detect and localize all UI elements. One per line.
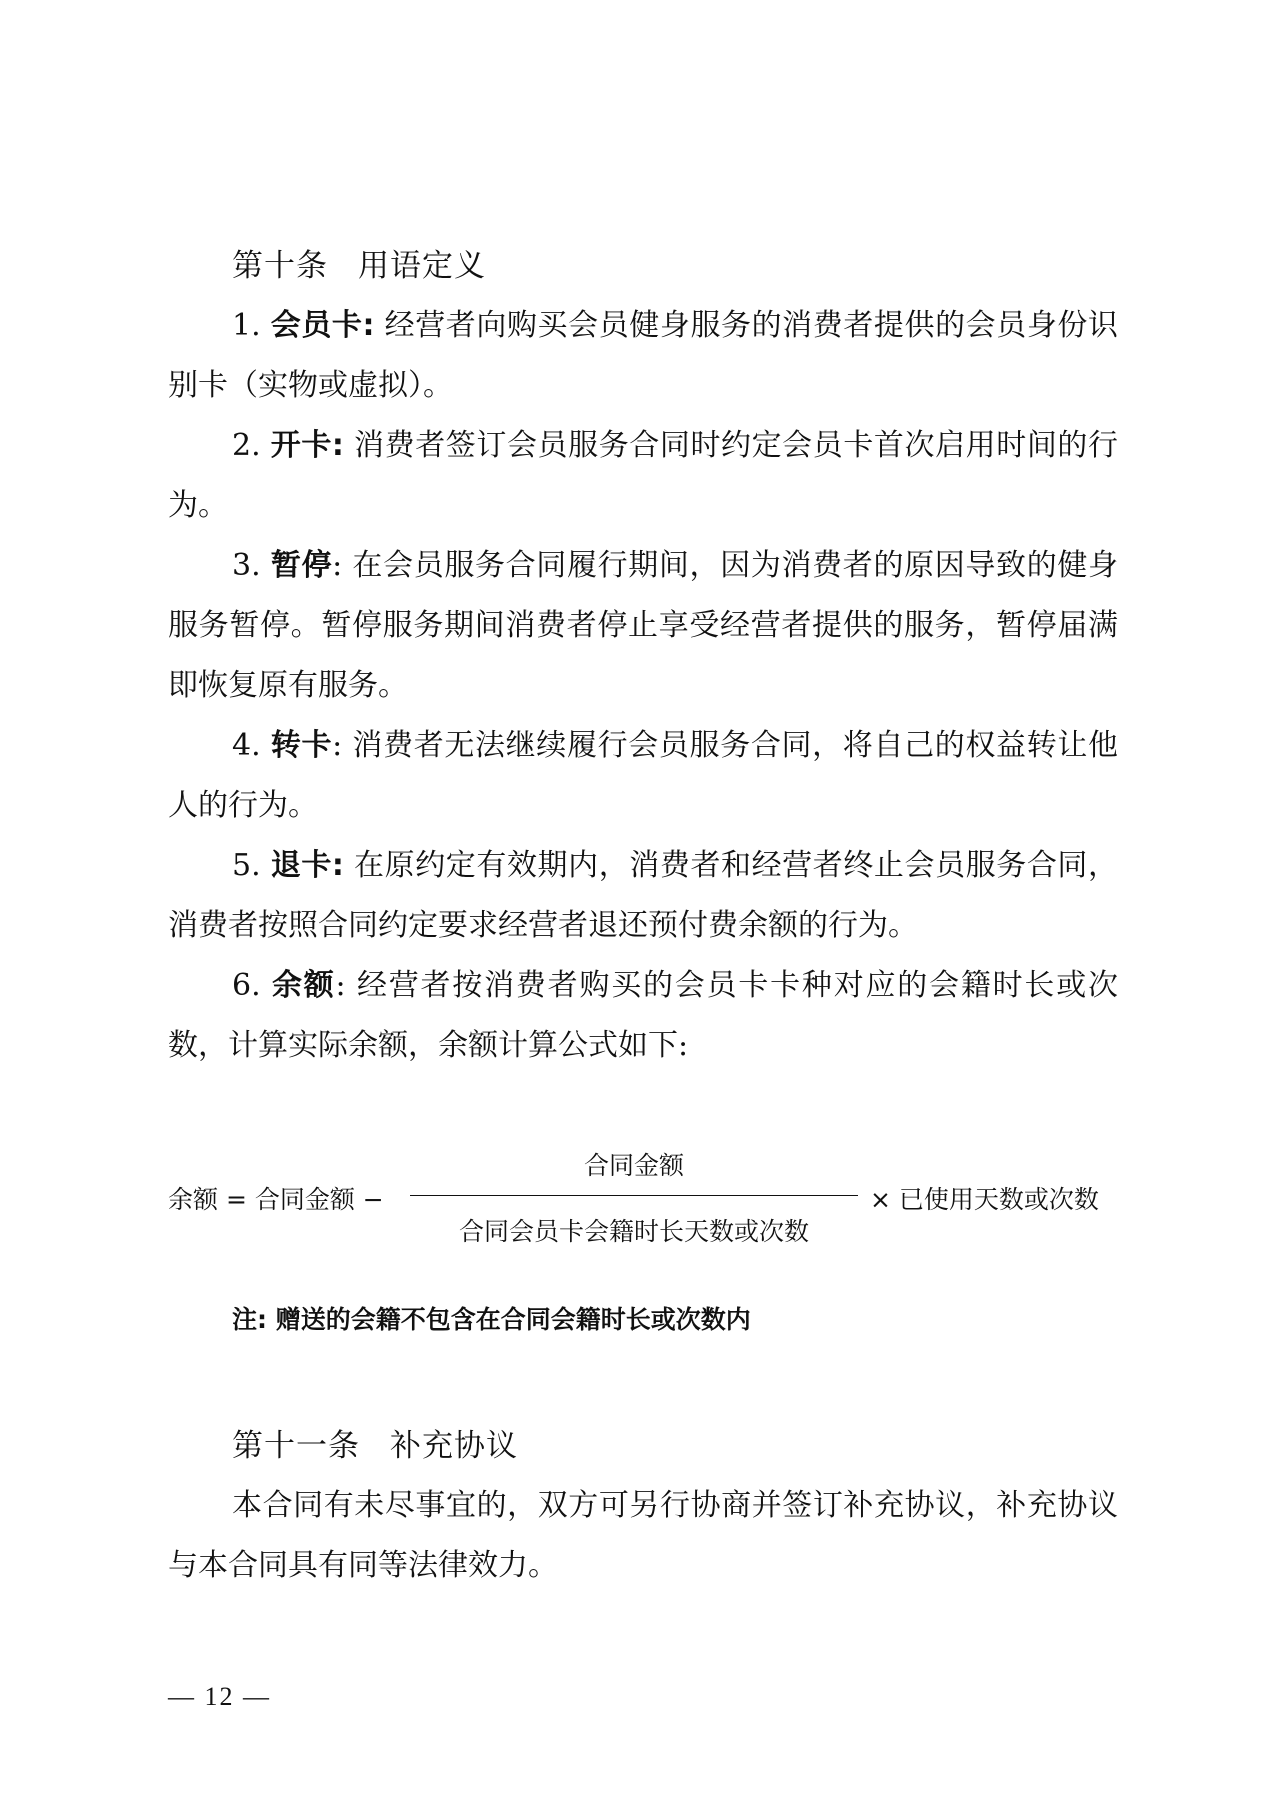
formula-lhs: 余额 = 合同金额 − <box>168 1185 384 1214</box>
item-text: : 消费者无法继续履行会员服务合同，将自己的权益转让他人的行为。 <box>168 728 1118 823</box>
definition-item-6 <box>168 956 1118 1076</box>
item-text: 在原约定有效期内，消费者和经营者终止会员服务合同，消费者按照合同约定要求经营者退还预付费余额的行为。 <box>168 848 1119 943</box>
item-text: : 经营者按消费者购买的会员卡卡种对应的会籍时长或次数，计算实际余额，余额计算公式如下: <box>168 968 1118 1063</box>
item-term: 会员卡: <box>270 308 375 343</box>
formula-note: 注: 赠送的会籍不包含在合同会籍时长或次数内 <box>232 1305 751 1334</box>
article-10-title: 用语定义 <box>358 248 486 284</box>
item-text: 经营者向购买会员健身服务的消费者提供的会员身份识别卡（实物或虚拟）。 <box>168 308 1118 403</box>
definition-item-1 <box>168 296 1118 416</box>
page-number: — 12 — <box>168 1682 271 1711</box>
definition-item-5 <box>168 836 1118 956</box>
article-10-number: 第十条 <box>232 248 328 284</box>
article-11-title: 补充协议 <box>390 1428 518 1464</box>
article-11-text: 本合同有未尽事宜的，双方可另行协商并签订补充协议，补充协议与本合同具有同等法律效力。 <box>168 1488 1118 1583</box>
article-11-number: 第十一条 <box>232 1428 360 1464</box>
item-term: 开卡: <box>270 428 344 463</box>
fraction-bar <box>410 1195 858 1196</box>
definitions-list <box>168 296 1118 1076</box>
item-term: 暂停 <box>270 548 333 583</box>
item-term: 退卡: <box>270 848 344 883</box>
item-number: 4. <box>232 728 261 763</box>
definition-item-2 <box>168 416 1118 536</box>
definition-item-3 <box>168 536 1118 716</box>
item-term: 转卡 <box>270 728 333 763</box>
article-10-heading <box>232 240 486 285</box>
item-number: 3. <box>232 548 261 583</box>
item-term: 余额 <box>271 968 336 1003</box>
item-number: 2. <box>232 428 261 463</box>
balance-formula <box>168 1140 1128 1250</box>
item-text: 消费者签订会员服务合同时约定会员卡首次启用时间的行为。 <box>168 428 1119 523</box>
item-number: 5. <box>232 848 261 883</box>
formula-numerator: 合同金额 <box>583 1151 684 1180</box>
definition-item-4 <box>168 716 1118 836</box>
article-11-heading <box>232 1420 518 1465</box>
formula-denominator: 合同会员卡会籍时长天数或次数 <box>458 1217 809 1246</box>
item-text: : 在会员服务合同履行期间，因为消费者的原因导致的健身服务暂停。暂停服务期间消费者停止享受经营者提供的服务，暂停届满即恢复原有服务。 <box>168 548 1118 703</box>
formula-rhs: × 已使用天数或次数 <box>870 1185 1099 1214</box>
item-number: 1. <box>232 308 261 343</box>
item-number: 6. <box>232 968 261 1003</box>
